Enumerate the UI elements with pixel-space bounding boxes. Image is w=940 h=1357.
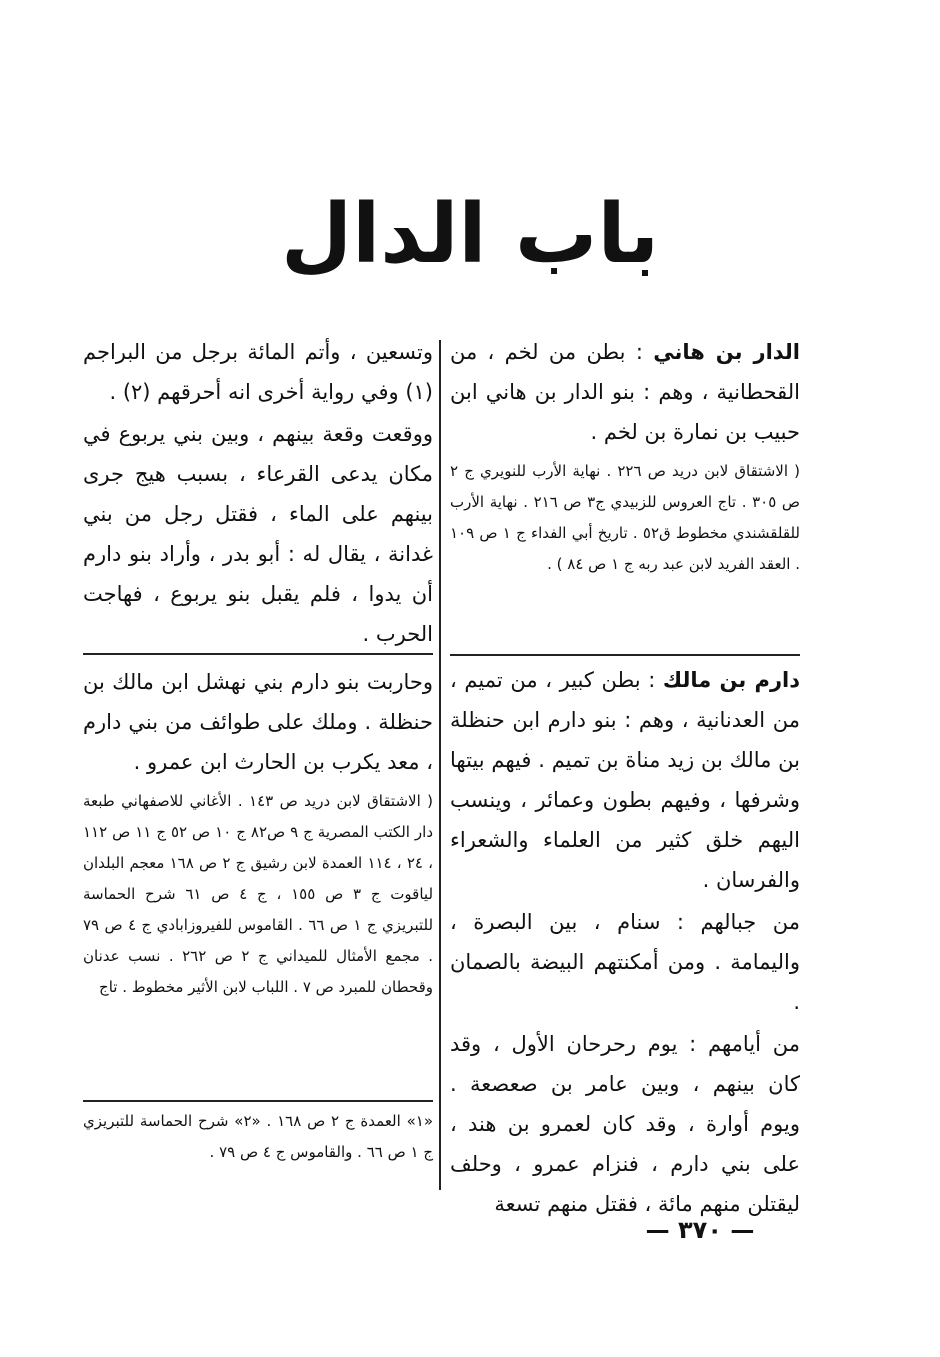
- right-column: [450, 332, 801, 1216]
- entry-darim-ibn-malik: [450, 660, 801, 1216]
- entry-headword: دارم بن مالك: [662, 668, 801, 692]
- chapter-title: باب الدال: [280, 187, 660, 282]
- body-paragraph: ووقعت وقعة بينهم ، وبين بني يربوع في مكان يدعى القرعاء ، بسبب هيج جرى بينهم على الماء ، فقتل رجل من بني غدانة ، يقال له : أبو بدر ، وأراد بنو دارم أن يدوا ، فلم يقبل بنو يربوع ، فهاجت الحرب .: [83, 422, 433, 646]
- entry-paragraph: من أيامهم : يوم رحرحان الأول ، وقد كان بينهم ، وبين عامر بن صعصعة . ويوم أوارة ، وقد كان لعمرو بن هند ، على بني دارم ، فنزام عمرو ، وحلف ليقتلن منهم مائة ، فقتل منهم تسعة: [450, 1032, 800, 1216]
- section-references: ( الاشتقاق لابن دريد ص ١٤٣ . الأغاني للاصفهاني طبعة دار الكتب المصرية ج ٩ ص٨٢ ج ١٠ ص ٥٢ ج ١١ ص ١١٢ ، ٢٤ ، ١١٤ العمدة لابن رشيق ج ٢ ص ١٦٨ معجم البلدان لياقوت ج ٣ ص ١٥٥ ، ج ٤ ص ٦١ شرح الحماسة للتبريزي ج ١ ص ٦٦ . القاموس للفيروزابادي ج ٤ ص ٧٩ . مجمع الأمثال للميداني ج ٢ ص ٢٦٢ . نسب عدنان وقحطان للمبرد ص ٧ . اللباب لابن الأثير مخطوط . تاج: [83, 792, 434, 996]
- entry-paragraph: دارم بن مالك : بطن كبير ، من تميم ، من العدنانية ، وهم : بنو دارم ابن حنظلة بن مالك بن زيد مناة بن تميم . فيهم بيتها وشرفها ، وفيهم بطون وعمائر ، وينسب اليهم خلق كثير من العلماء والشعراء والفرسان .: [450, 668, 801, 892]
- entry-dar-ibn-hani: [450, 332, 800, 650]
- entry-text: بطن كبير ، من تميم ، من العدنانية ، وهم : بنو دارم ابن حنظلة بن مالك بن زيد مناة بن تميم . فيهم بيتها وشرفها ، وفيهم بطون وعمائر ، وينسب اليهم خلق كثير من العلماء والشعراء والفرسان .: [450, 668, 800, 892]
- body-paragraph: وتسعين ، وأتم المائة برجل من البراجم (١) وفي رواية أخرى انه أحرقهم (٢) .: [83, 340, 433, 404]
- entry-headword: الدار بن هاني: [653, 340, 801, 364]
- entry-divider-left: [83, 653, 433, 655]
- entry-references: ( الاشتقاق لابن دريد ص ٢٢٦ . نهاية الأرب للنويري ج ٢ ص ٣٠٥ . تاج العروس للزبيدي ج٣ ص ٢١٦ . نهاية الأرب للقلقشندي مخطوط ق٥٢ . تاريخ أبي الفداء ج ١ ص ١٠٩ . العقد الفريد لابن عبد ربه ج ١ ص ٨٤ ) .: [450, 462, 801, 573]
- entry-divider-right: [450, 654, 800, 656]
- entry-paragraph: الدار بن هاني : بطن من لخم ، من القحطانية ، وهم : بنو الدار بن هاني ابن حبيب بن نمارة بن لخم .: [450, 340, 801, 444]
- page-number: — ٣٧٠ —: [645, 1216, 755, 1244]
- left-section-1: [83, 332, 433, 650]
- left-section-2: [83, 662, 433, 1162]
- entry-paragraph: من جبالهم : سنام ، بين البصرة ، واليمامة . ومن أمكنتهم البيضة بالصمان .: [450, 910, 800, 1014]
- footnote-divider: [83, 1100, 433, 1102]
- left-column: [83, 332, 433, 1192]
- column-divider: [439, 340, 441, 1190]
- footnote: «١» العمدة ج ٢ ص ١٦٨ . «٢» شرح الحماسة للتبريزي ج ١ ص ٦٦ . والقاموس ج ٤ ص ٧٩ .: [83, 1112, 434, 1161]
- entry-text: بطن من لخم ، من القحطانية ، وهم : بنو الدار بن هاني ابن حبيب بن نمارة بن لخم .: [450, 340, 800, 444]
- body-paragraph: وحاربت بنو دارم بني نهشل ابن مالك بن حنظلة . وملك على طوائف من بني دارم ، معد يكرب بن الحارث ابن عمرو .: [83, 670, 433, 774]
